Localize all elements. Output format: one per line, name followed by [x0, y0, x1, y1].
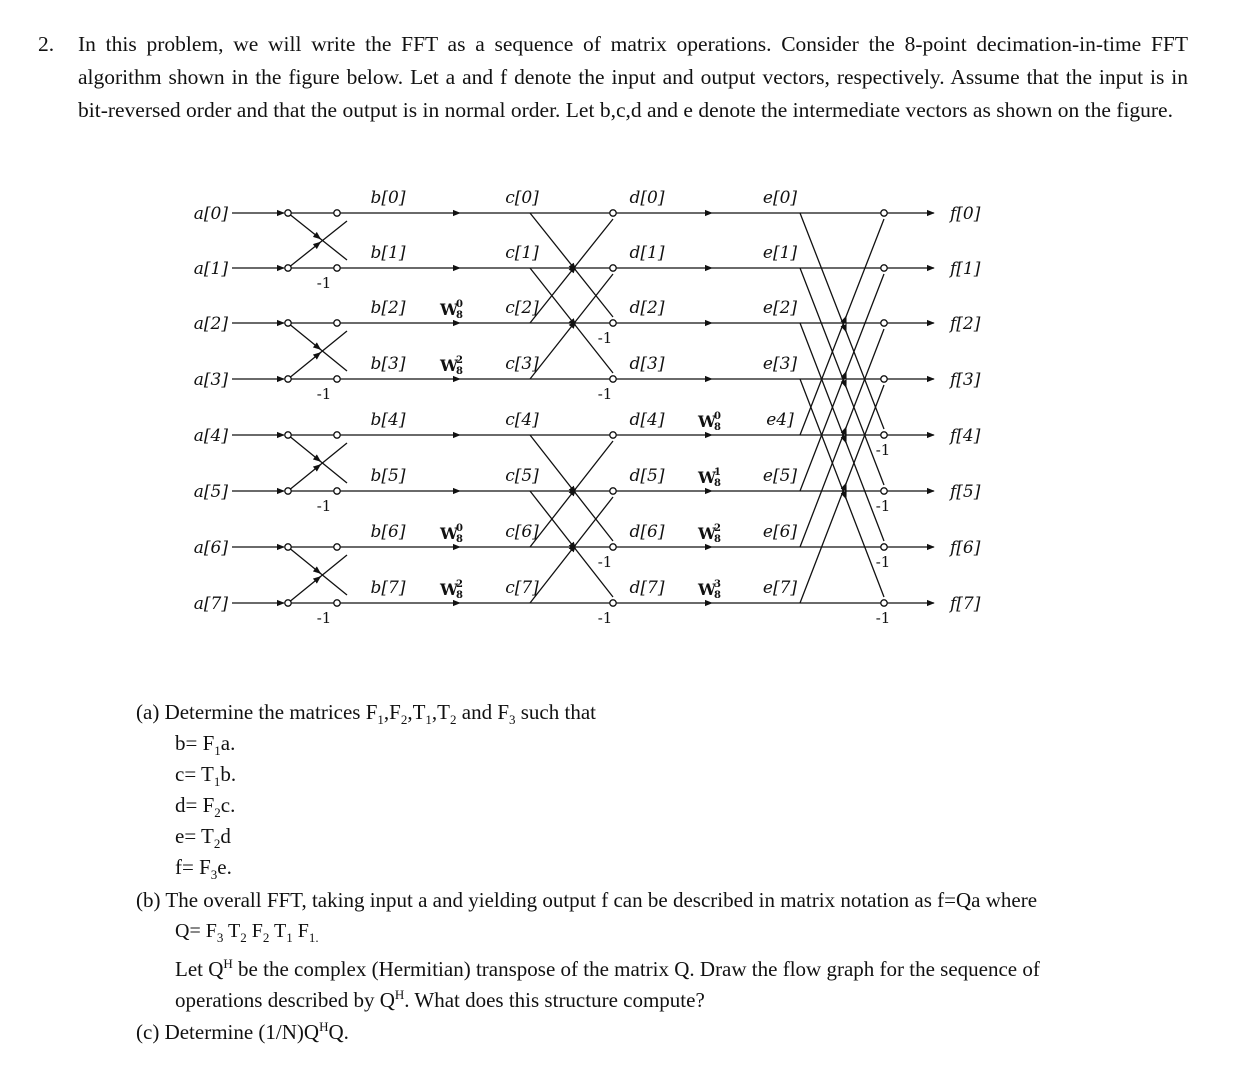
input-label: a[4]: [193, 426, 228, 446]
twiddle-subscript: 8: [456, 310, 463, 321]
b-label: b[5]: [370, 466, 406, 486]
input-label: a[1]: [193, 259, 228, 279]
flow-node: [285, 432, 291, 438]
flow-arrow: [574, 489, 575, 491]
twiddle-base: W: [440, 300, 458, 319]
flow-arrow: [845, 483, 846, 485]
part-c-pre: Determine (1/N)Q: [164, 1020, 320, 1044]
flow-node: [610, 488, 616, 494]
flow-arrow: [319, 353, 321, 354]
twiddle-factor: [697, 411, 721, 433]
twiddle-subscript: 8: [456, 534, 463, 545]
d-label: d[0]: [629, 188, 665, 208]
output-label: f[7]: [950, 594, 981, 614]
twiddle-exponent: 2: [456, 355, 463, 366]
twiddle-base: W: [698, 580, 716, 599]
input-label: a[0]: [193, 204, 228, 224]
problem-text: In this problem, we will write the FFT as a sequence of matrix operations. Consider the 8-point decimation-in-time FFT algorithm shown in the figure below. Let a and f denote the input and output vectors, respectively. Assume that the input is in bit-reversed order and that the output is in normal order. Let b,c,d and e denote the intermediate vectors as shown on the figure.: [78, 32, 1188, 122]
flow-arrow: [319, 577, 321, 578]
output-label: f[4]: [950, 426, 981, 446]
twiddle-base: W: [698, 524, 716, 543]
twiddle-exponent: 0: [456, 299, 463, 310]
part-c-sup: H: [319, 1019, 329, 1034]
twiddle-exponent: 3: [714, 579, 721, 590]
butterfly-cross: [800, 379, 884, 597]
flow-arrow: [574, 545, 575, 547]
b-label: b[0]: [370, 188, 406, 208]
flow-node: [610, 265, 616, 271]
twiddle-factor: [697, 467, 721, 489]
flow-arrow: [845, 372, 846, 374]
flow-arrow: [845, 330, 846, 332]
minus-one-label: -1: [597, 385, 613, 403]
flow-node: [881, 265, 887, 271]
d-label: d[1]: [629, 243, 665, 263]
e-label: e[7]: [762, 578, 798, 598]
minus-one-label: -1: [597, 329, 613, 347]
part-b-line1: [136, 885, 1196, 916]
c-label: c[1]: [505, 243, 539, 263]
equation-line: $b= F_1a$.: [175, 731, 236, 759]
output-label: f[2]: [950, 314, 981, 334]
e-label: e[0]: [762, 188, 798, 208]
input-label: a[2]: [193, 314, 228, 334]
butterfly-cross: [530, 274, 613, 379]
c-label: c[0]: [505, 188, 539, 208]
butterfly-cross: [530, 491, 613, 597]
twiddle-factor: [697, 579, 721, 601]
output-label: f[1]: [950, 259, 981, 279]
b-label: b[4]: [370, 410, 406, 430]
b-label: b[1]: [370, 243, 406, 263]
flow-node: [334, 376, 340, 382]
input-label: a[3]: [193, 370, 228, 390]
flow-arrow: [319, 238, 321, 239]
b-label: b[6]: [370, 522, 406, 542]
butterfly-cross: [530, 435, 613, 541]
flow-node: [881, 432, 887, 438]
d-label: d[3]: [629, 354, 665, 374]
butterfly-cross: [800, 329, 884, 547]
part-a-label: (a): [136, 700, 160, 724]
twiddle-subscript: 8: [456, 366, 463, 377]
butterfly-cross: [288, 213, 347, 260]
flow-arrow: [845, 316, 846, 318]
minus-one-label: -1: [597, 609, 613, 627]
flow-arrow: [574, 324, 575, 326]
flow-arrow: [319, 460, 321, 461]
flow-arrow: [574, 266, 575, 268]
twiddle-factor: [439, 579, 463, 601]
twiddle-subscript: 8: [456, 590, 463, 601]
c-label: c[7]: [505, 578, 539, 598]
twiddle-base: W: [440, 356, 458, 375]
e-label: e[1]: [762, 243, 798, 263]
minus-one-label: -1: [597, 553, 613, 571]
c-label: c[4]: [505, 410, 539, 430]
flow-node: [285, 320, 291, 326]
b-label: b[7]: [370, 578, 406, 598]
twiddle-base: W: [440, 524, 458, 543]
flow-arrow: [845, 427, 846, 429]
part-b-text-1: The overall FFT, taking input a and yielding output f can be described in matrix notation as f=Qa where: [165, 888, 1038, 912]
part-b-label: (b): [136, 888, 161, 912]
twiddle-subscript: 8: [714, 534, 721, 545]
butterfly-cross: [288, 323, 347, 371]
butterfly-cross: [288, 435, 347, 483]
twiddle-subscript: 8: [714, 422, 721, 433]
flow-node: [285, 265, 291, 271]
flow-node: [334, 210, 340, 216]
flow-arrow: [845, 497, 846, 499]
butterfly-cross: [530, 497, 613, 603]
flow-arrow: [319, 572, 321, 573]
part-c: [136, 1011, 349, 1048]
part-a-text: Determine the matrices F: [164, 700, 378, 724]
output-label: f[0]: [950, 204, 981, 224]
c-label: c[6]: [505, 522, 539, 542]
e-label: e4]: [766, 410, 794, 430]
equation-line: $e= T_2d$: [175, 824, 231, 852]
minus-one-label: -1: [875, 441, 891, 459]
part-b-line3-post: be the complex (Hermitian) transpose of the matrix Q. Draw the flow graph for the sequence of: [232, 957, 1040, 981]
butterfly-cross: [288, 547, 347, 595]
flow-node: [610, 210, 616, 216]
d-label: d[7]: [629, 578, 665, 598]
twiddle-exponent: 0: [714, 411, 721, 422]
twiddle-subscript: 8: [714, 590, 721, 601]
butterfly-cross: [288, 555, 347, 603]
part-b-line4-sup: H: [394, 987, 405, 1002]
twiddle-base: W: [698, 468, 716, 487]
flow-arrow: [319, 465, 321, 466]
butterfly-cross: [288, 331, 347, 379]
flow-node: [334, 265, 340, 271]
output-label: f[6]: [950, 538, 981, 558]
part-b-line4-post: . What does this structure compute?: [404, 988, 705, 1012]
flow-node: [334, 432, 340, 438]
flow-node: [881, 210, 887, 216]
flow-arrow: [319, 348, 321, 349]
twiddle-subscript: 8: [714, 478, 721, 489]
flow-node: [334, 320, 340, 326]
twiddle-exponent: 2: [456, 579, 463, 590]
c-label: c[2]: [505, 298, 539, 318]
output-label: f[5]: [950, 482, 981, 502]
flow-node: [881, 600, 887, 606]
e-label: e[2]: [762, 298, 798, 318]
twiddle-exponent: 2: [714, 523, 721, 534]
butterfly-cross: [800, 213, 884, 429]
butterfly-cross: [530, 213, 613, 317]
part-c-post: Q.: [328, 1020, 349, 1044]
butterfly-cross: [530, 219, 613, 323]
part-a-prompt: (a) Determine the matrices $F_1,F_2,T_1,T_2$ and $F_3$ such that: [136, 700, 596, 728]
flow-node: [285, 376, 291, 382]
flow-node: [881, 544, 887, 550]
flow-arrow: [574, 492, 575, 494]
twiddle-exponent: 0: [456, 523, 463, 534]
flow-node: [285, 488, 291, 494]
flow-node: [610, 432, 616, 438]
part-c-label: (c): [136, 1020, 160, 1044]
butterfly-cross: [800, 268, 884, 485]
part-b-line4-pre: operations described by Q: [175, 988, 395, 1012]
flow-node: [285, 600, 291, 606]
flow-arrow: [574, 269, 575, 271]
flow-node: [285, 544, 291, 550]
flow-node: [334, 488, 340, 494]
e-label: e[5]: [762, 466, 798, 486]
b-label: b[2]: [370, 298, 406, 318]
part-b-q-product: $Q= F_3$ $T_2$ $F_2$ $T_1$ $F_{1.}$: [175, 920, 319, 945]
minus-one-label: -1: [316, 274, 332, 292]
minus-one-label: -1: [875, 609, 891, 627]
butterfly-cross: [530, 268, 613, 373]
flow-node: [610, 544, 616, 550]
flow-node: [610, 376, 616, 382]
butterfly-cross: [530, 441, 613, 547]
twiddle-factor: [697, 523, 721, 545]
input-label: a[5]: [193, 482, 228, 502]
twiddle-factor: [439, 523, 463, 545]
twiddle-base: W: [698, 412, 716, 431]
b-label: b[3]: [370, 354, 406, 374]
flow-arrow: [319, 242, 321, 243]
flow-arrow: [574, 548, 575, 550]
flow-node: [610, 320, 616, 326]
part-b-line3-sup: H: [223, 956, 233, 971]
minus-one-label: -1: [875, 553, 891, 571]
flow-arrow: [845, 385, 846, 387]
c-label: c[5]: [505, 466, 539, 486]
butterfly-cross: [288, 221, 347, 268]
flow-node: [881, 376, 887, 382]
twiddle-factor: [439, 355, 463, 377]
butterfly-cross: [800, 274, 884, 491]
e-label: e[3]: [762, 354, 798, 374]
flow-arrow: [845, 441, 846, 443]
flow-node: [285, 210, 291, 216]
butterfly-cross: [800, 219, 884, 435]
input-label: a[7]: [193, 594, 228, 614]
part-b-line3-pre: Let Q: [175, 957, 224, 981]
d-label: d[4]: [629, 410, 665, 430]
twiddle-exponent: 1: [714, 467, 721, 478]
twiddle-base: W: [440, 580, 458, 599]
e-label: e[6]: [762, 522, 798, 542]
butterfly-cross: [288, 443, 347, 491]
flow-node: [610, 600, 616, 606]
flow-node: [881, 488, 887, 494]
minus-one-label: -1: [875, 497, 891, 515]
c-label: c[3]: [505, 354, 539, 374]
flow-node: [881, 320, 887, 326]
equation-line: $f= F_3e$.: [175, 855, 232, 883]
minus-one-label: -1: [316, 609, 332, 627]
problem-number: 2.: [38, 32, 55, 56]
equation-line: $d= F_2c$.: [175, 793, 236, 821]
d-label: d[5]: [629, 466, 665, 486]
minus-one-label: -1: [316, 497, 332, 515]
input-label: a[6]: [193, 538, 228, 558]
minus-one-label: -1: [316, 385, 332, 403]
d-label: d[2]: [629, 298, 665, 318]
flow-node: [334, 600, 340, 606]
butterfly-cross: [800, 323, 884, 541]
flow-node: [334, 544, 340, 550]
twiddle-factor: [439, 299, 463, 321]
d-label: d[6]: [629, 522, 665, 542]
output-label: f[3]: [950, 370, 981, 390]
butterfly-cross: [800, 385, 884, 603]
equation-line: $c= T_1b$.: [175, 762, 237, 790]
